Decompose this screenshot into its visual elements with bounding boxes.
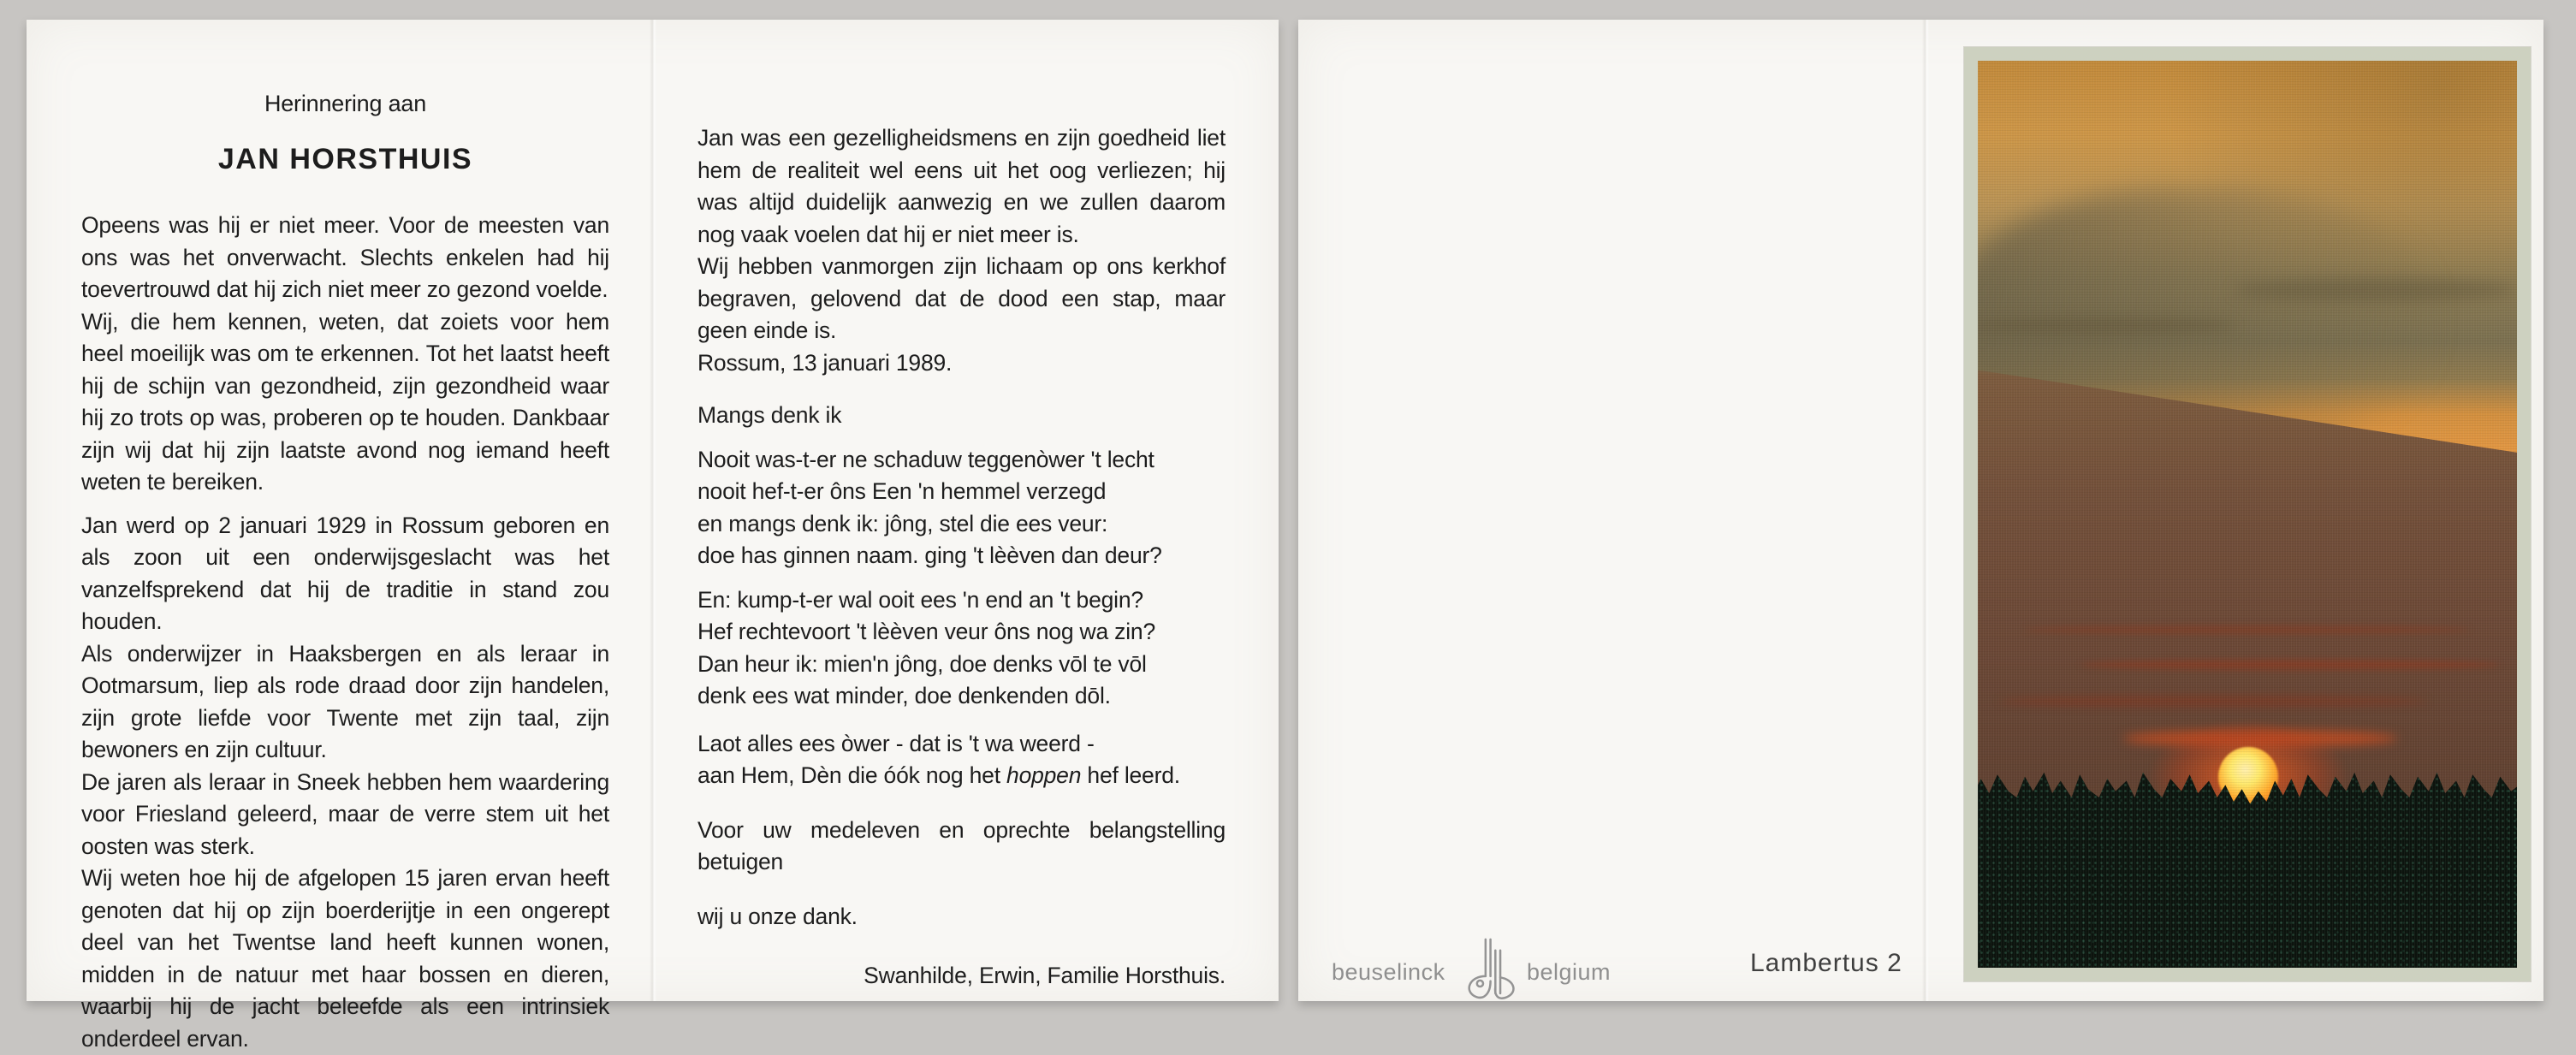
right-page-column	[697, 122, 1226, 993]
obituary-paragraph: Wij, die hem kennen, weten, dat zoiets voor hem heel moeilijk was om te erkennen. Tot het laatst heeft hij de schijn van gezondheid, zijn gezondheid waar hij zo trots op was, proberen op te houden. Dankbaar zijn wij dat hij zijn laatste avond nog iemand heeft weten te bereiken.	[81, 308, 609, 495]
poem-line: Dan heur ik: mien'n jông, doe denks vōl te vōl	[697, 650, 1147, 677]
left-page-column	[81, 88, 609, 1055]
obituary-paragraph: Wij weten hoe hij de afgelopen 15 jaren ervan heeft genoten dat hij op zijn boerderijtje in een ongerept deel van het Twentse land heeft kunnen wonen, midden in de natuur met haar bossen en dieren, waarbij hij de jacht beleefde als een intrinsiek onderdeel ervan.	[81, 865, 609, 1052]
obituary-paragraph: Jan werd op 2 januari 1929 in Rossum geboren en als zoon uit een onderwijsgeslacht was het vanzelfsprekend dat hij de traditie in stand zou houden.	[81, 512, 609, 634]
poem-line: Nooit was-t-er ne schaduw teggenòwer 't lecht	[697, 446, 1154, 472]
cloud-wisp	[2235, 279, 2517, 301]
poem-line: Hef rechtevoort 't lèèven veur ôns nog wa zin?	[697, 619, 1155, 644]
sunset-cloud-streak	[2080, 660, 2500, 670]
acknowledgement-line: wij u onze dank.	[697, 903, 858, 929]
poem-line: en mangs denk ik: jông, stel die ees veur:	[697, 510, 1108, 536]
poem-stanza	[697, 584, 1226, 713]
sunset-photo	[1978, 61, 2517, 968]
memorial-label: Herinnering aan	[264, 91, 427, 116]
poem-line	[697, 760, 1226, 792]
obituary-paragraph: Als onderwijzer in Haaksbergen en als leraar in Ootmarsum, liep als rode draad door zijn handelen, zijn grote liefde voor Twente met zijn taal, zijn bewoners en zijn cultuur.	[81, 640, 609, 762]
obituary-paragraph: Wij hebben vanmorgen zijn lichaam op ons kerkhof begraven, gelovend dat de dood een stap, maar geen einde is.	[697, 253, 1226, 343]
poem-line: denk ees wat minder, doe denkenden dōl.	[697, 683, 1111, 708]
publisher-country: belgium	[1527, 959, 1611, 985]
poem-stanza	[697, 728, 1226, 792]
publisher-mark	[1332, 937, 1640, 1004]
deceased-name: JAN HORSTHUIS	[217, 142, 473, 175]
obituary-paragraph: De jaren als leraar in Sneek hebben hem waardering voor Friesland geleerd, maar de verre stem uit het oosten was sterk.	[81, 768, 609, 859]
sunset-cloud-streak	[2025, 625, 2470, 634]
poem-line-suffix: hef leerd.	[1081, 762, 1180, 788]
publisher-name: beuselinck	[1332, 959, 1445, 985]
sunset-photo-frame	[1964, 47, 2531, 981]
inner-spread-card	[27, 20, 1279, 1052]
obituary-paragraph: Opeens was hij er niet meer. Voor de meesten van ons was het onverwacht. Slechts enkelen had hij toevertrouwd dat hij zich niet meer zo gezond voelde.	[81, 212, 609, 302]
poem-title: Mangs denk ik	[697, 402, 842, 428]
obituary-paragraph: Jan was een gezelligheidsmens en zijn goedheid liet hem de realiteit wel eens uit het oog verliezen; hij was altijd duidelijk aanwezig en we zullen daarom nog vaak voelen dat hij er niet meer is.	[697, 125, 1226, 247]
poem-stanza	[697, 444, 1226, 572]
acknowledgement-line: Voor uw medeleven en oprechte belangstelling betuigen	[697, 816, 1226, 874]
poem-line: Laot alles ees òwer - dat is 't wa weerd -	[697, 730, 1095, 756]
poem-line: En: kump-t-er wal ooit ees 'n end an 't begin?	[697, 586, 1143, 613]
card-fold-line	[1922, 20, 1929, 1001]
poem-line: nooit hef-t-er ôns Een 'n hemmel verzegd	[697, 478, 1107, 504]
back-cover-card	[1298, 20, 2543, 1001]
series-label: Lambertus 2	[1750, 949, 1902, 977]
poem-line-italic-word: hoppen	[1006, 762, 1082, 788]
publisher-logo-icon	[1457, 937, 1518, 1011]
cloud-wisp	[1978, 317, 2235, 335]
poem-line-prefix: aan Hem, Dèn die óók nog het	[697, 762, 1007, 788]
date-line: Rossum, 13 januari 1989.	[697, 349, 953, 376]
family-signature: Swanhilde, Erwin, Familie Horsthuis.	[864, 963, 1226, 988]
card-fold-line	[650, 20, 656, 1001]
poem-line: doe has ginnen naam. ging 't lèèven dan deur?	[697, 542, 1162, 568]
